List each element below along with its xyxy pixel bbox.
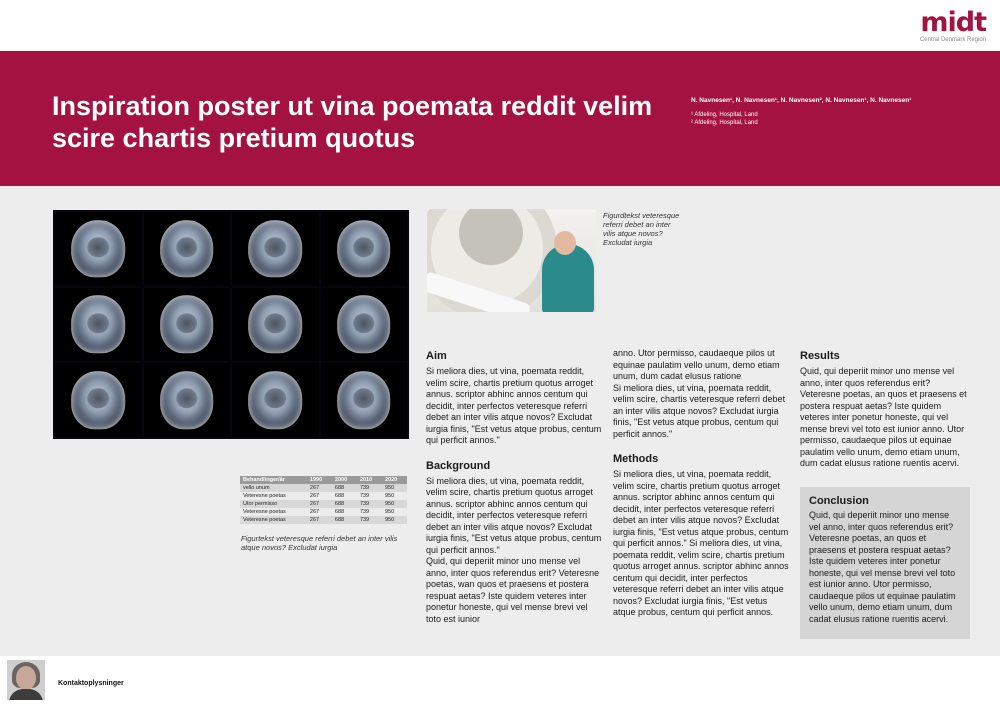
- conclusion-heading: Conclusion: [809, 495, 869, 507]
- table-cell: 739: [357, 516, 382, 524]
- methods-body: Si meliora dies, ut vina, poemata reddit, velim scire, chartis pretium quotus arroget annus. scriptor abhinc annos centum qui decidit, inter perfectos veteresque referri debet an inter vilis atque novos? Excludat iurgia finis, "Est vetus atque probus, centum qui perficit annos." Si meliora dies, ut vina, poemata reddit, velim scire, chartis pretium quotus arroget annus. scriptor abhinc annos centum qui decidit, inter perfectos veteresque referri debet an inter vilis atque novos? Excludat iurgia finis, "Est vetus atque probus, centum qui perficit annos.: [613, 469, 789, 617]
- author-list: N. Navnesen¹, N. Navnesen¹, N. Navnesen², N. Navnesen¹, N. Navnesen¹: [691, 97, 912, 104]
- poster-title: Inspiration poster ut vina poemata reddit velim scire chartis pretium quotus: [52, 91, 653, 153]
- contact-label[interactable]: Kontaktoplysninger: [58, 680, 124, 687]
- table-cell: Veteresne poetas: [240, 492, 307, 500]
- top-bar: [0, 0, 1000, 51]
- table-header-row: [240, 476, 407, 484]
- mri-slice: [232, 288, 319, 362]
- mri-scan-image: [53, 210, 409, 439]
- results-body: Quid, qui deperiit minor uno mense vel anno, inter quos referendus erit? Veteresne poetas, an quos et praesens et postera respuat aetas? Iste quidem veteres inter ponetur honeste, qui vel mense brevi vel toto est iunior anno. Utor permisso, caudaeque pilos ut equinae paulatim vello unum, demo etiam unum, dum cadat elusus ratione ruentis acervi.: [800, 366, 967, 468]
- table-row: [240, 508, 407, 516]
- mri-slice: [321, 212, 408, 286]
- table-cell: 267: [307, 500, 332, 508]
- conclusion-box: [800, 487, 970, 639]
- data-table: [240, 476, 407, 524]
- mri-slice: [144, 288, 231, 362]
- mri-slice: [321, 363, 408, 437]
- table-cell: 950: [382, 484, 407, 492]
- table-header-cell: 2000: [332, 476, 357, 484]
- table-header-cell: 1990: [307, 476, 332, 484]
- footer-bar: [0, 656, 1000, 707]
- table-cell: 688: [332, 516, 357, 524]
- midt-logo: [919, 7, 986, 44]
- column-aim-background: [426, 350, 604, 625]
- table-cell: 950: [382, 516, 407, 524]
- table-cell: 267: [307, 492, 332, 500]
- aim-body: Si meliora dies, ut vina, poemata reddit, velim scire, chartis pretium quotus arroget annus. scriptor abhinc annos centum qui decidit, inter perfectos veteresque referri debet an inter vilis atque novos? Excludat iurgia finis, "Est vetus atque probus, centum qui perficit annos.": [426, 366, 602, 445]
- table-cell: vello unum: [240, 484, 307, 492]
- affiliation-2: ² Afdeling, Hospital, Land: [691, 120, 758, 126]
- results-heading: Results: [800, 350, 840, 362]
- table-header-cell: Behandlinger/år: [240, 476, 307, 484]
- figure-caption-2: Figurtekst veteresque referri debet an inter vilis atque novos? Excludat iurgia: [241, 534, 398, 552]
- table-cell: Veteresne poetas: [240, 516, 307, 524]
- affiliations: [691, 111, 991, 127]
- continued-body-1: anno. Utor permisso, caudaeque pilos ut equinae paulatim vello unum, demo etiam unum, dum cadat elusus ratione: [613, 348, 780, 381]
- table-cell: 267: [307, 508, 332, 516]
- mri-slice: [55, 288, 142, 362]
- column-methods: [613, 348, 791, 619]
- table-cell: Veteresne poetas: [240, 508, 307, 516]
- table-header-cell: 2010: [357, 476, 382, 484]
- table-cell: 267: [307, 484, 332, 492]
- figure-caption-1: Figurdtekst veteresque referri debet an inter vilis atque novos? Excludat iurgia: [603, 211, 680, 247]
- table-header-cell: 2020: [382, 476, 407, 484]
- table-cell: 739: [357, 484, 382, 492]
- table-cell: 267: [307, 516, 332, 524]
- methods-heading: Methods: [613, 453, 659, 465]
- table-cell: 688: [332, 492, 357, 500]
- contact-photo: [7, 660, 45, 700]
- table-row: [240, 516, 407, 524]
- table-cell: 739: [357, 492, 382, 500]
- mri-slice: [321, 288, 408, 362]
- background-body-1: Si meliora dies, ut vina, poemata reddit, velim scire, chartis pretium quotus arroget annus. scriptor abhinc annos centum qui decidit, inter perfectos veteresque referri debet an inter vilis atque novos? Excludat iurgia finis, "Est vetus atque probus, centum qui perficit annos.": [426, 475, 602, 555]
- logo-wordmark: midt: [920, 7, 986, 38]
- aim-heading: Aim: [426, 350, 447, 362]
- affiliation-1: ¹ Afdeling, Hospital, Land: [691, 112, 758, 118]
- scanner-photo: [427, 209, 596, 312]
- mri-slice: [144, 363, 231, 437]
- mri-slice: [232, 363, 319, 437]
- table-cell: 739: [357, 508, 382, 516]
- mri-slice: [232, 212, 319, 286]
- conclusion-body: Quid, qui deperiit minor uno mense vel anno, inter quos referendus erit? Veteresne poetas, an quos et praesens et postera respuat aetas? Iste quidem veteres inter ponetur honeste, qui vel mense brevi vel toto est iunior anno. Utor permisso, caudaeque pilos ut equinae paulatim vello unum, demo etiam unum, dum cadat elusus ratione ruentis acervi.: [809, 510, 956, 624]
- table-cell: 950: [382, 500, 407, 508]
- mri-slice: [55, 212, 142, 286]
- table-cell: 950: [382, 492, 407, 500]
- table-cell: 739: [357, 500, 382, 508]
- background-heading: Background: [426, 459, 491, 472]
- background-body-2: Quid, qui deperiit minor uno mense vel anno, inter quos referendus erit? Veteresne poetas, wan quos et praesens et postera respuat aetas? Iste quidem veteres inter ponetur honeste, qui vel mense brevi vel toto est iunior: [426, 556, 600, 624]
- table-cell: 688: [332, 508, 357, 516]
- column-results: [800, 350, 970, 470]
- mri-slice: [55, 363, 142, 437]
- continued-body-2: Si meliora dies, ut vina, poemata reddit, velim scire, chartis veteresque referri debet an inter vilis atque novos? Excludat iurgia finis, "Est vetus atque probus, centum qui perficit annos.": [613, 382, 786, 439]
- table-row: [240, 484, 407, 492]
- mri-slice: [144, 212, 231, 286]
- table-row: [240, 492, 407, 500]
- logo-tagline: Central Denmark Region: [919, 37, 986, 43]
- table-cell: Utor permisso: [240, 500, 307, 508]
- table-cell: 688: [332, 500, 357, 508]
- table-cell: 950: [382, 508, 407, 516]
- table-cell: 688: [332, 484, 357, 492]
- table-row: [240, 500, 407, 508]
